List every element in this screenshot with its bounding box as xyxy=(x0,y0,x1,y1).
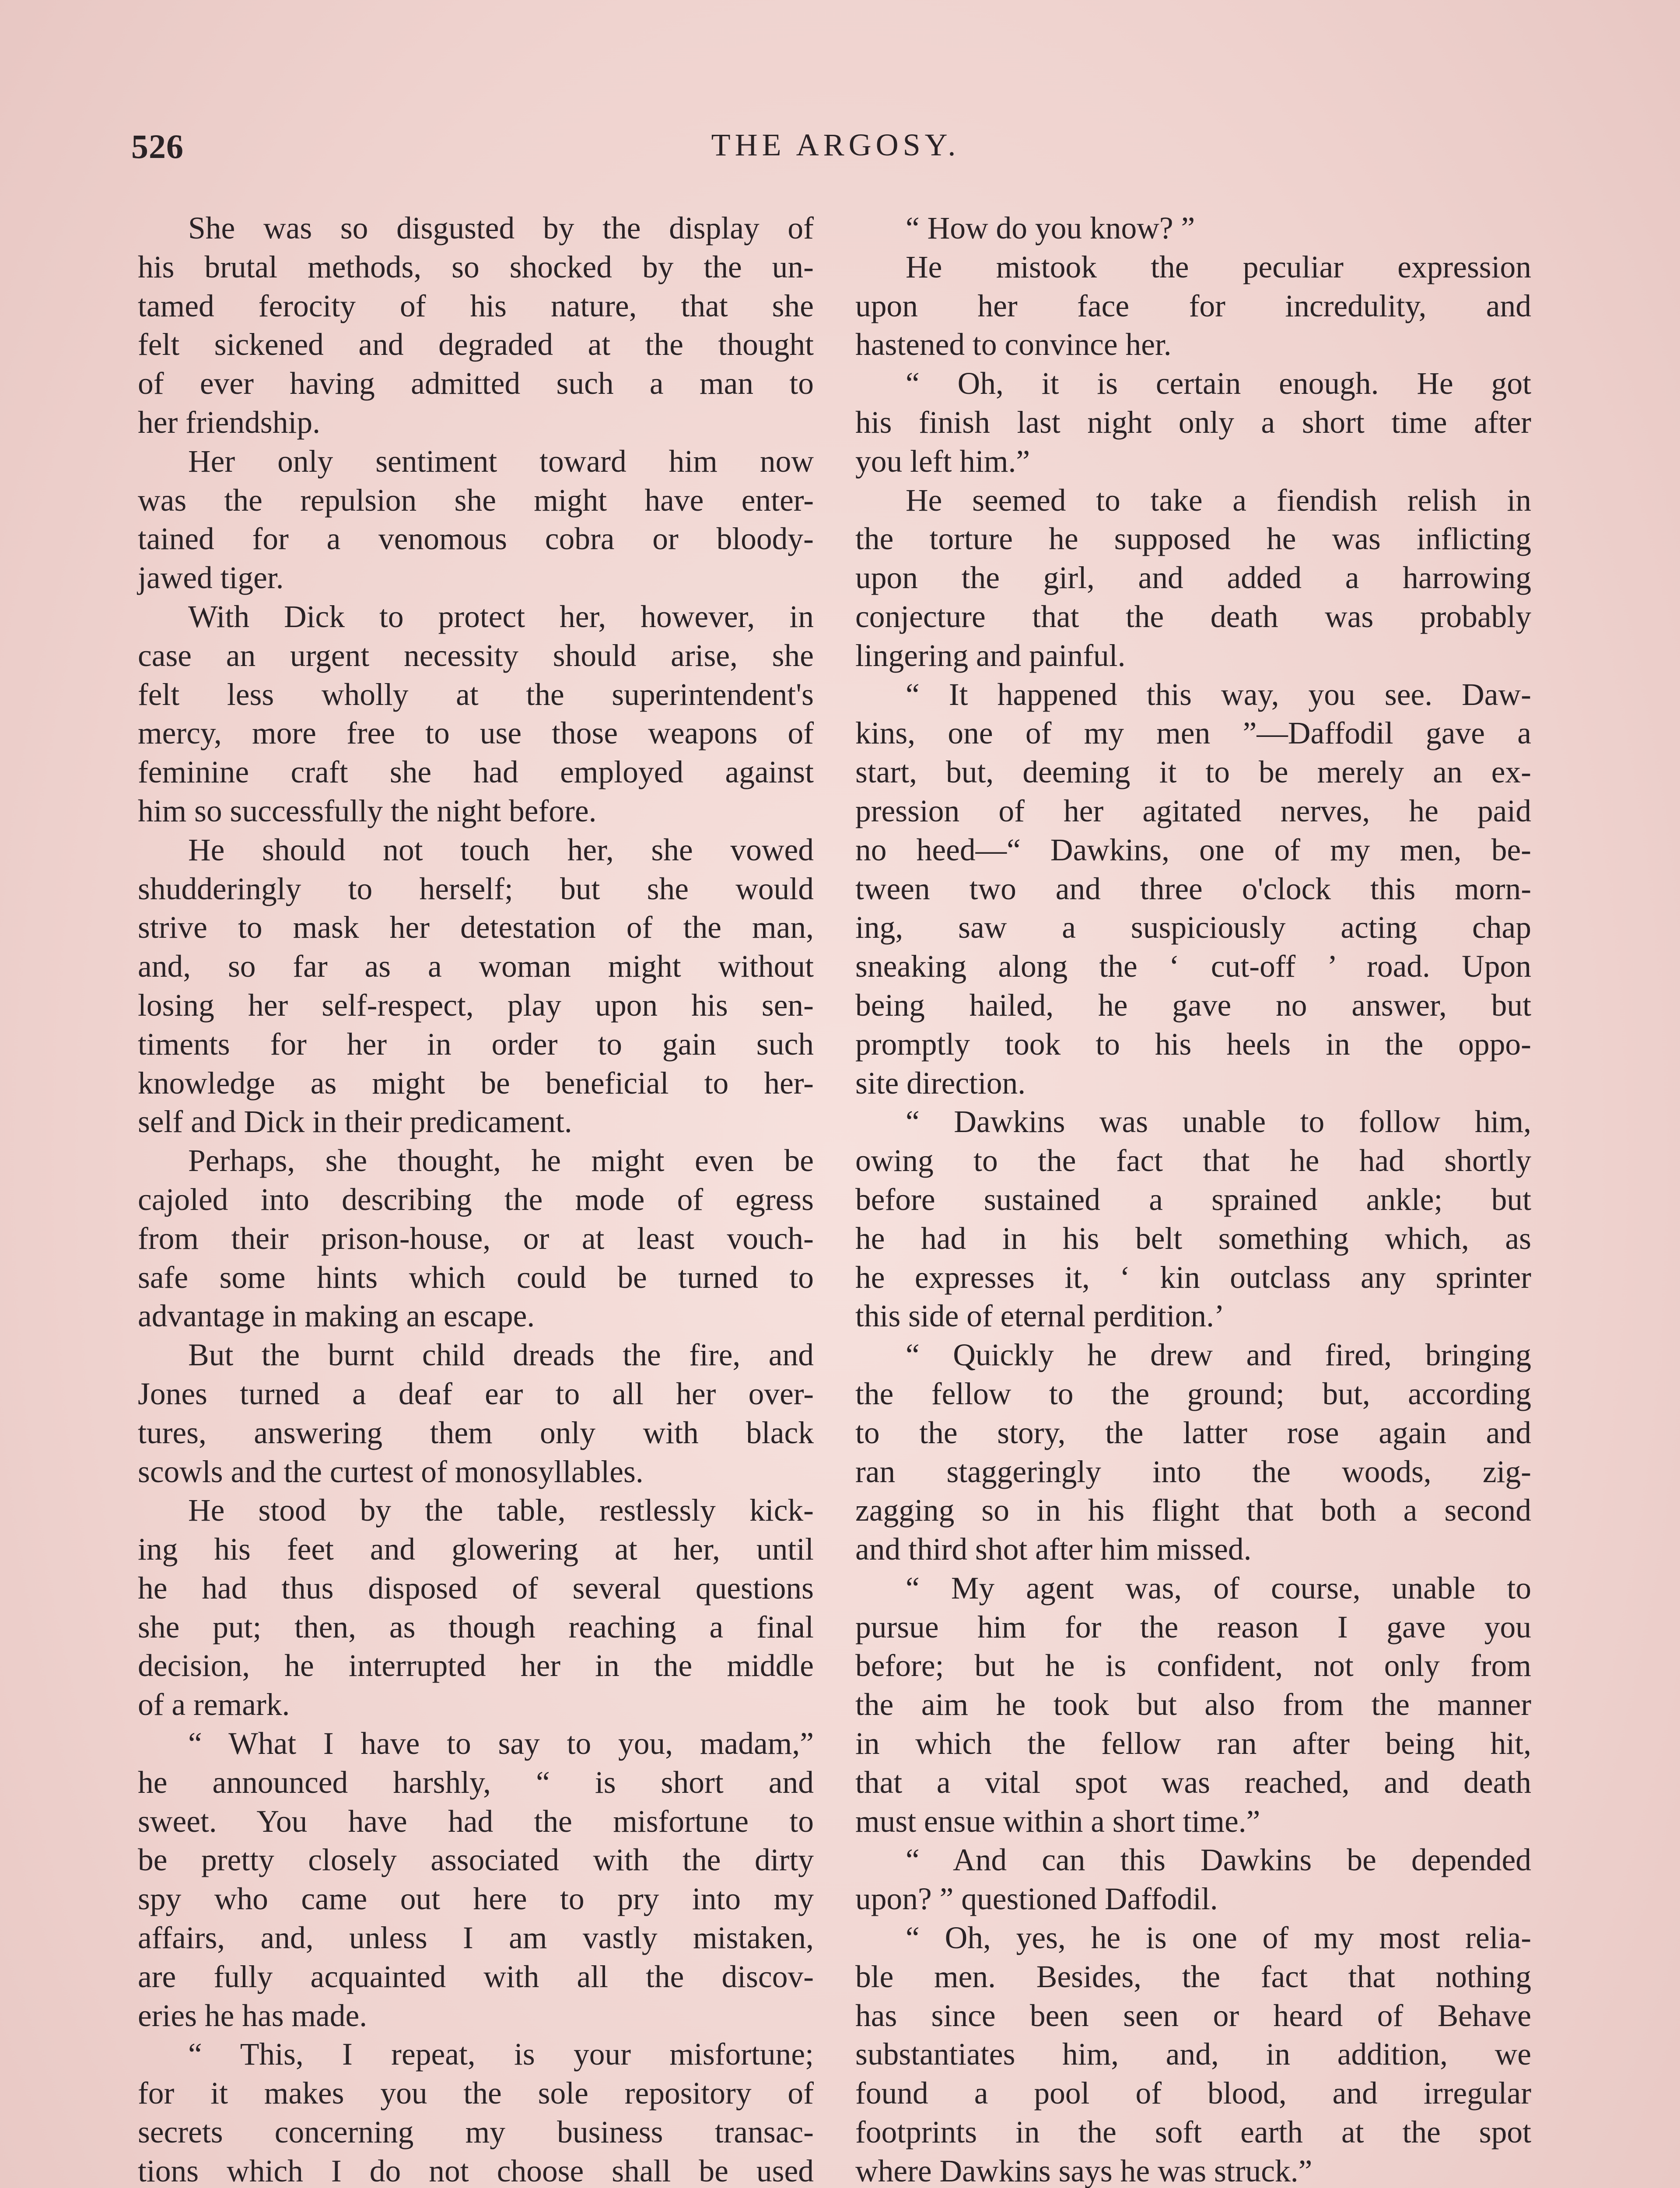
text-line: be pretty closely associated with the dirty xyxy=(138,1843,814,1878)
text-line: safe some hints which could be turned to xyxy=(138,1260,814,1295)
text-line: With Dick to protect her, however, in xyxy=(188,599,814,634)
text-line: he had in his belt something which, as xyxy=(855,1221,1531,1256)
text-line: ing, saw a suspiciously acting chap xyxy=(855,910,1531,945)
text-line: promptly took to his heels in the oppo- xyxy=(855,1027,1531,1062)
text-line: pression of her agitated nerves, he paid xyxy=(855,793,1531,828)
text-line: knowledge as might be beneficial to her- xyxy=(138,1066,814,1101)
text-line: sneaking along the ‘ cut-off ’ road. Upon xyxy=(855,949,1531,984)
text-line: “ Quickly he drew and fired, bringing xyxy=(906,1338,1531,1373)
text-line: this side of eternal perdition.’ xyxy=(855,1299,1225,1334)
text-line: He seemed to take a fiendish relish in xyxy=(906,483,1531,518)
text-line: zagging so in his flight that both a second xyxy=(855,1493,1531,1528)
text-line: “ What I have to say to you, madam,” xyxy=(188,1726,814,1761)
text-line: you left him.” xyxy=(855,444,1030,479)
text-line: before; but he is confident, not only from xyxy=(855,1648,1531,1683)
text-line: eries he has made. xyxy=(138,1998,368,2033)
text-line: the fellow to the ground; but, according xyxy=(855,1376,1531,1411)
text-line: and third shot after him missed. xyxy=(855,1532,1252,1567)
text-line: decision, he interrupted her in the middle xyxy=(138,1648,814,1683)
left-text-column xyxy=(138,209,814,2188)
text-line: of a remark. xyxy=(138,1687,290,1722)
text-line: losing her self-respect, play upon his sen- xyxy=(138,988,814,1023)
text-line: upon? ” questioned Daffodil. xyxy=(855,1882,1218,1917)
text-line: felt sickened and degraded at the thought xyxy=(138,327,814,362)
text-line: from their prison-house, or at least vouch- xyxy=(138,1221,814,1256)
text-line: where Dawkins says he was struck.” xyxy=(855,2153,1312,2188)
text-line: conjecture that the death was probably xyxy=(855,599,1531,634)
text-line: tures, answering them only with black xyxy=(138,1415,814,1450)
page-header xyxy=(131,127,1540,188)
page-number: 526 xyxy=(131,127,184,165)
text-line: self and Dick in their predicament. xyxy=(138,1105,572,1140)
text-line: ble men. Besides, the fact that nothing xyxy=(855,1959,1531,1994)
text-line: mercy, more free to use those weapons of xyxy=(138,716,814,751)
text-line: of ever having admitted such a man to xyxy=(138,366,814,401)
text-line: kins, one of my men ”—Daffodil gave a xyxy=(855,716,1531,751)
text-line: to the story, the latter rose again and xyxy=(855,1415,1531,1450)
text-line: owing to the fact that he had shortly xyxy=(855,1143,1531,1178)
text-line: tween two and three o'clock this morn- xyxy=(855,871,1531,906)
text-line: Her only sentiment toward him now xyxy=(188,444,814,479)
text-line: jawed tiger. xyxy=(138,561,284,596)
text-line: are fully acquainted with all the discov- xyxy=(138,1959,814,1994)
text-line: was the repulsion she might have enter- xyxy=(138,483,814,518)
text-line: no heed—“ Dawkins, one of my men, be- xyxy=(855,832,1531,867)
text-line: lingering and painful. xyxy=(855,638,1126,673)
text-line: found a pool of blood, and irregular xyxy=(855,2076,1531,2111)
text-line: spy who came out here to pry into my xyxy=(138,1882,814,1917)
text-line: “ Oh, yes, he is one of my most relia- xyxy=(906,1921,1531,1956)
text-line: felt less wholly at the superintendent's xyxy=(138,677,814,712)
text-line: must ensue within a short time.” xyxy=(855,1804,1260,1839)
text-line: cajoled into describing the mode of egress xyxy=(138,1182,814,1217)
text-line: tions which I do not choose shall be used xyxy=(138,2153,814,2188)
text-line: “ It happened this way, you see. Daw- xyxy=(906,677,1531,712)
text-line: “ And can this Dawkins be depended xyxy=(906,1843,1531,1878)
text-line: the torture he supposed he was inflicting xyxy=(855,522,1531,557)
text-line: “ My agent was, of course, unable to xyxy=(906,1571,1531,1606)
right-text-column xyxy=(855,209,1531,2188)
text-line: Jones turned a deaf ear to all her over- xyxy=(138,1376,814,1411)
text-line: sweet. You have had the misfortune to xyxy=(138,1804,814,1839)
text-line: He stood by the table, restlessly kick- xyxy=(188,1493,814,1528)
text-line: upon her face for incredulity, and xyxy=(855,288,1531,323)
text-line: affairs, and, unless I am vastly mistaken, xyxy=(138,1921,814,1956)
text-line: feminine craft she had employed against xyxy=(138,755,814,790)
text-line: shudderingly to herself; but she would xyxy=(138,871,814,906)
text-line: that a vital spot was reached, and death xyxy=(855,1765,1531,1800)
text-line: But the burnt child dreads the fire, and xyxy=(188,1338,814,1373)
text-line: secrets concerning my business transac- xyxy=(138,2115,814,2150)
text-line: he announced harshly, “ is short and xyxy=(138,1765,814,1800)
text-line: being hailed, he gave no answer, but xyxy=(855,988,1531,1023)
text-line: and, so far as a woman might without xyxy=(138,949,814,984)
text-line: the aim he took but also from the manner xyxy=(855,1687,1531,1722)
text-line: has since been seen or heard of Behave xyxy=(855,1998,1531,2033)
text-line: she put; then, as though reaching a final xyxy=(138,1609,814,1645)
text-line: strive to mask her detestation of the man, xyxy=(138,910,814,945)
text-line: “ Oh, it is certain enough. He got xyxy=(906,366,1531,401)
text-line: site direction. xyxy=(855,1066,1026,1101)
text-line: footprints in the soft earth at the spot xyxy=(855,2115,1531,2150)
text-line: pursue him for the reason I gave you xyxy=(855,1609,1531,1645)
running-title: THE ARGOSY. xyxy=(711,127,960,162)
text-line: for it makes you the sole repository of xyxy=(138,2076,814,2111)
text-line: He mistook the peculiar expression xyxy=(906,249,1531,284)
text-line: “ Dawkins was unable to follow him, xyxy=(906,1105,1531,1140)
text-line: advantage in making an escape. xyxy=(138,1299,535,1334)
text-line: before sustained a sprained ankle; but xyxy=(855,1182,1531,1217)
text-line: ran staggeringly into the woods, zig- xyxy=(855,1454,1531,1489)
text-line: He should not touch her, she vowed xyxy=(188,832,814,867)
text-line: She was so disgusted by the display of xyxy=(188,211,814,245)
text-line: “ How do you know? ” xyxy=(906,211,1195,245)
text-line: his finish last night only a short time after xyxy=(855,405,1531,440)
text-line: in which the fellow ran after being hit, xyxy=(855,1726,1531,1761)
text-line: he had thus disposed of several questions xyxy=(138,1571,814,1606)
text-line: start, but, deeming it to be merely an ex- xyxy=(855,755,1531,790)
text-line: tamed ferocity of his nature, that she xyxy=(138,288,814,323)
text-line: substantiates him, and, in addition, we xyxy=(855,2037,1531,2072)
text-line: scowls and the curtest of monosyllables. xyxy=(138,1454,644,1489)
text-line: “ This, I repeat, is your misfortune; xyxy=(188,2037,814,2072)
text-line: case an urgent necessity should arise, she xyxy=(138,638,814,673)
text-line: hastened to convince her. xyxy=(855,327,1172,362)
text-line: his brutal methods, so shocked by the un- xyxy=(138,249,814,284)
text-line: Perhaps, she thought, he might even be xyxy=(188,1143,814,1178)
text-line: upon the girl, and added a harrowing xyxy=(855,561,1531,596)
text-line: tained for a venomous cobra or bloody- xyxy=(138,522,814,557)
text-line: him so successfully the night before. xyxy=(138,793,597,828)
text-line: her friendship. xyxy=(138,405,320,440)
text-line: timents for her in order to gain such xyxy=(138,1027,814,1062)
text-line: he expresses it, ‘ kin outclass any sprinter xyxy=(855,1260,1531,1295)
text-line: ing his feet and glowering at her, until xyxy=(138,1532,814,1567)
